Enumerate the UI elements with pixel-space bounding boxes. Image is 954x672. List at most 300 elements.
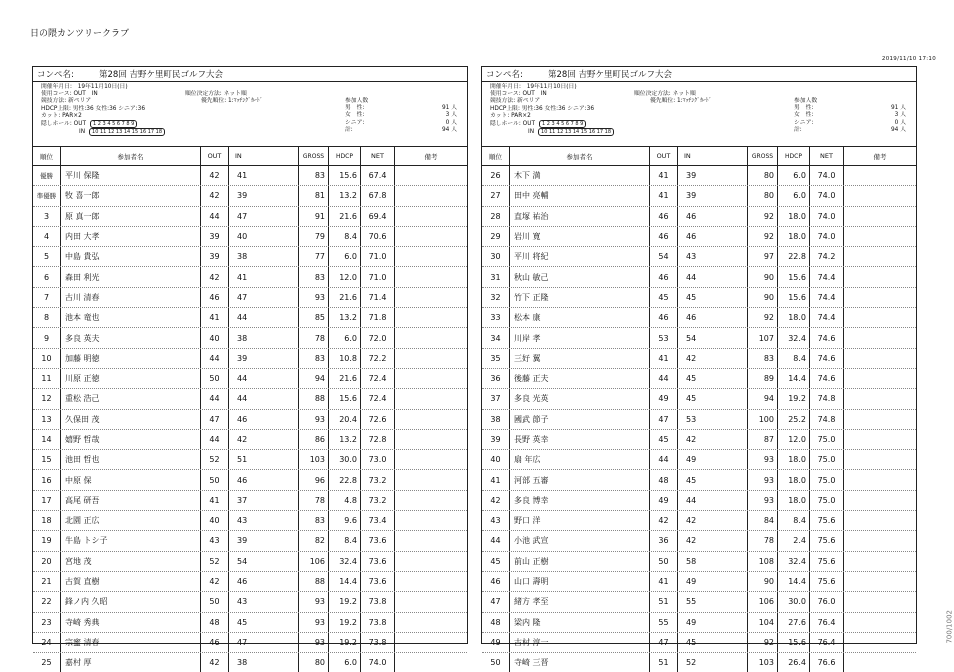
- cell-rank: 28: [482, 207, 510, 226]
- cell-gross: 82: [299, 531, 329, 550]
- header-rank: 順位: [482, 147, 510, 165]
- cell-rank: 50: [482, 653, 510, 672]
- cell-net: 72.4: [361, 389, 395, 408]
- cell-out: 46: [650, 308, 678, 327]
- cell-gross: 93: [748, 491, 778, 510]
- cell-remarks: [395, 369, 467, 388]
- cell-name: 古川 清春: [61, 288, 201, 307]
- cell-remarks: [844, 552, 916, 571]
- cell-hdcp: 6.0: [329, 328, 361, 347]
- cell-rank: 6: [33, 267, 61, 286]
- cell-rank: 40: [482, 450, 510, 469]
- cell-hdcp: 22.8: [778, 247, 810, 266]
- cell-out: 44: [201, 430, 229, 449]
- header-name: 参加者名: [61, 147, 201, 165]
- cell-gross: 80: [299, 653, 329, 672]
- cell-rank: 36: [482, 369, 510, 388]
- cell-gross: 78: [299, 491, 329, 510]
- cell-rank: 32: [482, 288, 510, 307]
- cell-remarks: [395, 328, 467, 347]
- cell-rank: 24: [33, 633, 61, 652]
- cell-net: 70.6: [361, 227, 395, 246]
- table-row: [482, 349, 916, 369]
- cell-net: 74.6: [810, 328, 844, 347]
- cell-rank: 49: [482, 633, 510, 652]
- cell-remarks: [395, 247, 467, 266]
- cell-in: 45: [678, 288, 748, 307]
- cell-hdcp: 19.2: [329, 633, 361, 652]
- cell-rank: 34: [482, 328, 510, 347]
- cell-net: 73.6: [361, 572, 395, 591]
- cell-out: 50: [201, 592, 229, 611]
- cell-net: 72.0: [361, 328, 395, 347]
- cell-name: 國武 節子: [510, 410, 650, 429]
- cell-out: 46: [201, 633, 229, 652]
- cell-out: 39: [201, 227, 229, 246]
- event-info: [482, 82, 916, 147]
- cell-net: 75.6: [810, 531, 844, 550]
- header-in: IN: [678, 147, 748, 165]
- cell-gross: 93: [748, 450, 778, 469]
- results-sheet-right: [481, 66, 917, 668]
- cell-hdcp: 6.0: [329, 653, 361, 672]
- cell-out: 48: [201, 613, 229, 632]
- cell-name: 緒方 孝至: [510, 592, 650, 611]
- cell-gross: 78: [748, 531, 778, 550]
- cell-hdcp: 18.0: [778, 308, 810, 327]
- cell-hdcp: 32.4: [778, 328, 810, 347]
- cell-net: 71.4: [361, 288, 395, 307]
- hdcp-limit: HDCP上限: 男性:36 女性:36 シニア:36: [41, 105, 146, 112]
- cell-hdcp: 14.4: [329, 572, 361, 591]
- cell-remarks: [395, 511, 467, 530]
- cell-remarks: [844, 470, 916, 489]
- cell-in: 53: [678, 410, 748, 429]
- cell-in: 46: [229, 470, 299, 489]
- cell-name: 池本 竜也: [61, 308, 201, 327]
- cell-rank: 19: [33, 531, 61, 550]
- cell-in: 42: [678, 511, 748, 530]
- hidden-holes-in: IN 10 11 12 13 14 15 16 17 18: [41, 128, 165, 136]
- cell-out: 50: [650, 552, 678, 571]
- cell-name: 川岸 孝: [510, 328, 650, 347]
- club-name: 日の隈カンツリークラブ: [30, 29, 130, 39]
- cut-rule: カット: PAR×2: [490, 112, 531, 119]
- cell-net: 71.8: [361, 308, 395, 327]
- table-row: [33, 613, 467, 633]
- cell-out: 50: [201, 369, 229, 388]
- cell-gross: 91: [299, 207, 329, 226]
- cell-net: 74.8: [810, 389, 844, 408]
- cell-hdcp: 18.0: [778, 491, 810, 510]
- cell-rank: 47: [482, 592, 510, 611]
- cell-rank: 22: [33, 592, 61, 611]
- cell-name: 平川 保隆: [61, 166, 201, 185]
- cell-gross: 93: [299, 613, 329, 632]
- competition-method: 競技方法: 新ペリア: [41, 98, 92, 105]
- cell-rank: 11: [33, 369, 61, 388]
- table-header: [482, 147, 916, 166]
- table-row: [482, 613, 916, 633]
- cell-rank: 21: [33, 572, 61, 591]
- total-count: 計: 94 人: [345, 126, 457, 133]
- cell-rank: 15: [33, 450, 61, 469]
- cell-net: 74.0: [361, 653, 395, 672]
- cell-rank: 38: [482, 410, 510, 429]
- cell-remarks: [395, 186, 467, 205]
- cell-out: 42: [201, 267, 229, 286]
- cell-name: 宗蜜 清春: [61, 633, 201, 652]
- cell-rank: 45: [482, 552, 510, 571]
- cell-gross: 96: [299, 470, 329, 489]
- cell-name: 河部 五審: [510, 470, 650, 489]
- cell-net: 72.2: [361, 349, 395, 368]
- event-name: 第28回 吉野ケ里町民ゴルフ大会: [548, 70, 673, 80]
- cell-remarks: [844, 328, 916, 347]
- cell-in: 44: [229, 369, 299, 388]
- male-count: 男 性: 91 人: [345, 105, 457, 112]
- cell-rank: 12: [33, 389, 61, 408]
- cell-name: 長野 英幸: [510, 430, 650, 449]
- cell-remarks: [395, 267, 467, 286]
- cell-gross: 92: [748, 633, 778, 652]
- cell-remarks: [395, 552, 467, 571]
- cell-hdcp: 32.4: [329, 552, 361, 571]
- cell-out: 47: [201, 410, 229, 429]
- table-row: [33, 470, 467, 490]
- cell-name: 中島 貴弘: [61, 247, 201, 266]
- cell-gross: 100: [748, 410, 778, 429]
- cell-gross: 108: [748, 552, 778, 571]
- table-row: [33, 552, 467, 572]
- cell-remarks: [844, 653, 916, 672]
- header-out: OUT: [650, 147, 678, 165]
- cell-in: 44: [678, 267, 748, 286]
- cell-net: 74.4: [810, 267, 844, 286]
- cell-in: 38: [229, 247, 299, 266]
- table-row: [482, 166, 916, 186]
- event-info: [33, 82, 467, 147]
- cell-rank: 48: [482, 613, 510, 632]
- cell-net: 74.6: [810, 349, 844, 368]
- event-date: 開催年月日: 19年11月10日(日): [490, 84, 577, 90]
- cell-name: 牧 喜一郎: [61, 186, 201, 205]
- cell-out: 44: [201, 389, 229, 408]
- cell-out: 51: [650, 653, 678, 672]
- cell-remarks: [844, 186, 916, 205]
- header-gross: GROSS: [748, 147, 778, 165]
- cell-net: 73.8: [361, 633, 395, 652]
- cell-name: 久保田 茂: [61, 410, 201, 429]
- cell-remarks: [844, 613, 916, 632]
- cell-hdcp: 19.2: [329, 592, 361, 611]
- competition-label: コンペ名:: [37, 70, 74, 80]
- senior-count: シニア: 0 人: [345, 119, 457, 126]
- cell-net: 74.8: [810, 410, 844, 429]
- cell-out: 43: [201, 531, 229, 550]
- cell-remarks: [395, 531, 467, 550]
- cell-name: 秋山 敏己: [510, 267, 650, 286]
- cell-in: 46: [678, 227, 748, 246]
- info-middle: [634, 91, 712, 105]
- cell-name: 岩川 寛: [510, 227, 650, 246]
- table-row: [482, 247, 916, 267]
- cell-in: 39: [229, 349, 299, 368]
- table-row: [482, 552, 916, 572]
- cell-gross: 84: [748, 511, 778, 530]
- cell-name: 竹下 正隆: [510, 288, 650, 307]
- cell-hdcp: 26.4: [778, 653, 810, 672]
- cell-net: 73.2: [361, 470, 395, 489]
- cell-out: 42: [201, 572, 229, 591]
- cell-rank: 17: [33, 491, 61, 510]
- cell-remarks: [844, 430, 916, 449]
- cell-net: 76.0: [810, 592, 844, 611]
- cell-net: 75.0: [810, 491, 844, 510]
- cell-net: 73.0: [361, 450, 395, 469]
- cell-out: 42: [201, 166, 229, 185]
- cell-hdcp: 8.4: [329, 531, 361, 550]
- cell-in: 55: [678, 592, 748, 611]
- cell-in: 42: [678, 531, 748, 550]
- cell-gross: 83: [299, 349, 329, 368]
- table-row: [33, 389, 467, 409]
- cell-out: 49: [650, 389, 678, 408]
- cell-gross: 103: [748, 653, 778, 672]
- cell-net: 74.4: [810, 288, 844, 307]
- cell-gross: 94: [748, 389, 778, 408]
- cell-rank: 9: [33, 328, 61, 347]
- cell-name: 寺崎 秀典: [61, 613, 201, 632]
- cell-gross: 86: [299, 430, 329, 449]
- cell-net: 75.0: [810, 430, 844, 449]
- cell-net: 76.6: [810, 653, 844, 672]
- table-row: [482, 227, 916, 247]
- cell-gross: 92: [748, 308, 778, 327]
- table-row: [33, 227, 467, 247]
- print-timestamp: 2019/11/10 17:10: [881, 56, 936, 62]
- cell-in: 54: [678, 328, 748, 347]
- cell-hdcp: 30.0: [778, 592, 810, 611]
- cell-name: 原 真一郎: [61, 207, 201, 226]
- cell-name: 古賀 直樹: [61, 572, 201, 591]
- header-name: 参加者名: [510, 147, 650, 165]
- cell-rank: 37: [482, 389, 510, 408]
- cell-hdcp: 21.6: [329, 207, 361, 226]
- cell-net: 74.0: [810, 227, 844, 246]
- cell-name: 平川 将紀: [510, 247, 650, 266]
- cell-in: 43: [678, 247, 748, 266]
- cell-hdcp: 18.0: [778, 207, 810, 226]
- cell-name: 古村 淳一: [510, 633, 650, 652]
- cell-hdcp: 20.4: [329, 410, 361, 429]
- cell-hdcp: 2.4: [778, 531, 810, 550]
- table-row: [482, 430, 916, 450]
- cell-gross: 79: [299, 227, 329, 246]
- cell-rank: 43: [482, 511, 510, 530]
- cell-net: 72.8: [361, 430, 395, 449]
- cell-in: 46: [229, 572, 299, 591]
- cell-name: 梁内 隆: [510, 613, 650, 632]
- cell-out: 44: [201, 349, 229, 368]
- cell-hdcp: 8.4: [329, 227, 361, 246]
- cell-name: 北園 正広: [61, 511, 201, 530]
- cell-rank: 31: [482, 267, 510, 286]
- cell-remarks: [395, 633, 467, 652]
- cell-net: 73.6: [361, 552, 395, 571]
- cell-out: 40: [201, 511, 229, 530]
- cell-rank: 13: [33, 410, 61, 429]
- table-row: [33, 186, 467, 206]
- cell-gross: 83: [299, 267, 329, 286]
- cell-remarks: [395, 491, 467, 510]
- table-row: [482, 531, 916, 551]
- cell-gross: 87: [748, 430, 778, 449]
- cell-in: 43: [229, 592, 299, 611]
- info-left: [490, 84, 614, 136]
- cell-out: 41: [650, 166, 678, 185]
- cell-gross: 81: [299, 186, 329, 205]
- cell-hdcp: 32.4: [778, 552, 810, 571]
- cell-out: 41: [201, 491, 229, 510]
- cell-gross: 90: [748, 572, 778, 591]
- header-remarks: 備考: [424, 152, 438, 161]
- cell-in: 45: [678, 389, 748, 408]
- cell-out: 41: [650, 186, 678, 205]
- cell-name: 野口 洋: [510, 511, 650, 530]
- senior-count: シニア: 0 人: [794, 119, 906, 126]
- priority-order: 優先順位: 1:ﾏｯﾁﾝｸﾞｶｰﾄﾞ: [650, 98, 712, 105]
- female-count: 女 性: 3 人: [345, 112, 457, 119]
- cell-remarks: [844, 166, 916, 185]
- cell-net: 67.8: [361, 186, 395, 205]
- side-mark: 700/1002: [946, 610, 954, 644]
- table-row: [33, 308, 467, 328]
- cell-rank: 29: [482, 227, 510, 246]
- table-row: [482, 288, 916, 308]
- cell-out: 45: [650, 430, 678, 449]
- cell-net: 72.6: [361, 410, 395, 429]
- cell-name: 池田 哲也: [61, 450, 201, 469]
- cell-rank: 8: [33, 308, 61, 327]
- table-row: [33, 288, 467, 308]
- cell-hdcp: 13.2: [329, 308, 361, 327]
- cell-rank: 20: [33, 552, 61, 571]
- ranking-method: 順位決定方法: ネット順: [634, 91, 696, 97]
- cell-name: 前山 正樹: [510, 552, 650, 571]
- cell-name: 重松 浩己: [61, 389, 201, 408]
- table-row: [482, 470, 916, 490]
- cell-rank: 10: [33, 349, 61, 368]
- cell-remarks: [844, 572, 916, 591]
- cell-out: 48: [650, 470, 678, 489]
- cell-gross: 93: [748, 470, 778, 489]
- cell-in: 47: [229, 633, 299, 652]
- table-row: [33, 430, 467, 450]
- cell-net: 75.6: [810, 572, 844, 591]
- cell-in: 45: [678, 470, 748, 489]
- cell-gross: 85: [299, 308, 329, 327]
- participants-label: 参加人数: [345, 98, 369, 104]
- info-middle: [185, 91, 263, 105]
- cell-remarks: [395, 653, 467, 672]
- cell-in: 46: [678, 308, 748, 327]
- cell-rank: 7: [33, 288, 61, 307]
- male-count: 男 性: 91 人: [794, 105, 906, 112]
- cell-name: 嬉野 哲哉: [61, 430, 201, 449]
- cell-in: 38: [229, 328, 299, 347]
- header-rank: 順位: [33, 147, 61, 165]
- table-row: [482, 389, 916, 409]
- cell-remarks: [395, 349, 467, 368]
- cell-remarks: [395, 592, 467, 611]
- hidden-holes-in: IN 10 11 12 13 14 15 16 17 18: [490, 128, 614, 136]
- cell-hdcp: 18.0: [778, 227, 810, 246]
- cell-net: 75.0: [810, 450, 844, 469]
- cell-gross: 97: [748, 247, 778, 266]
- cell-in: 39: [229, 531, 299, 550]
- table-row: [482, 267, 916, 287]
- cell-net: 75.6: [810, 552, 844, 571]
- cell-hdcp: 25.2: [778, 410, 810, 429]
- cell-rank: 27: [482, 186, 510, 205]
- cell-gross: 94: [299, 369, 329, 388]
- cell-rank: 3: [33, 207, 61, 226]
- cell-net: 76.4: [810, 613, 844, 632]
- cell-name: 多良 博幸: [510, 491, 650, 510]
- cell-remarks: [844, 349, 916, 368]
- cell-out: 45: [650, 288, 678, 307]
- results-sheet-left: [32, 66, 468, 668]
- cell-net: 74.0: [810, 166, 844, 185]
- cell-gross: 92: [748, 207, 778, 226]
- cell-out: 46: [201, 288, 229, 307]
- cell-in: 39: [678, 166, 748, 185]
- cell-in: 45: [678, 633, 748, 652]
- cell-name: 鋒ノ内 久昭: [61, 592, 201, 611]
- cell-gross: 77: [299, 247, 329, 266]
- sheet-title: [482, 67, 916, 82]
- cell-in: 41: [229, 166, 299, 185]
- cell-name: 宮地 茂: [61, 552, 201, 571]
- cell-remarks: [844, 450, 916, 469]
- cell-rank: 14: [33, 430, 61, 449]
- table-row: [33, 166, 467, 186]
- table-row: [33, 410, 467, 430]
- cell-gross: 103: [299, 450, 329, 469]
- table-row: [33, 450, 467, 470]
- cell-name: 加藤 明徳: [61, 349, 201, 368]
- cell-out: 42: [201, 186, 229, 205]
- cell-hdcp: 19.2: [329, 613, 361, 632]
- cell-gross: 83: [299, 511, 329, 530]
- cell-in: 51: [229, 450, 299, 469]
- cell-in: 45: [229, 613, 299, 632]
- cell-hdcp: 21.6: [329, 369, 361, 388]
- cell-hdcp: 30.0: [329, 450, 361, 469]
- cell-in: 58: [678, 552, 748, 571]
- cell-name: 三好 翼: [510, 349, 650, 368]
- cell-name: 多良 光英: [510, 389, 650, 408]
- cell-out: 41: [650, 572, 678, 591]
- cell-net: 73.6: [361, 531, 395, 550]
- cell-hdcp: 10.8: [329, 349, 361, 368]
- cell-remarks: [844, 491, 916, 510]
- table-row: [482, 572, 916, 592]
- cell-net: 67.4: [361, 166, 395, 185]
- cell-out: 51: [650, 592, 678, 611]
- cell-in: 37: [229, 491, 299, 510]
